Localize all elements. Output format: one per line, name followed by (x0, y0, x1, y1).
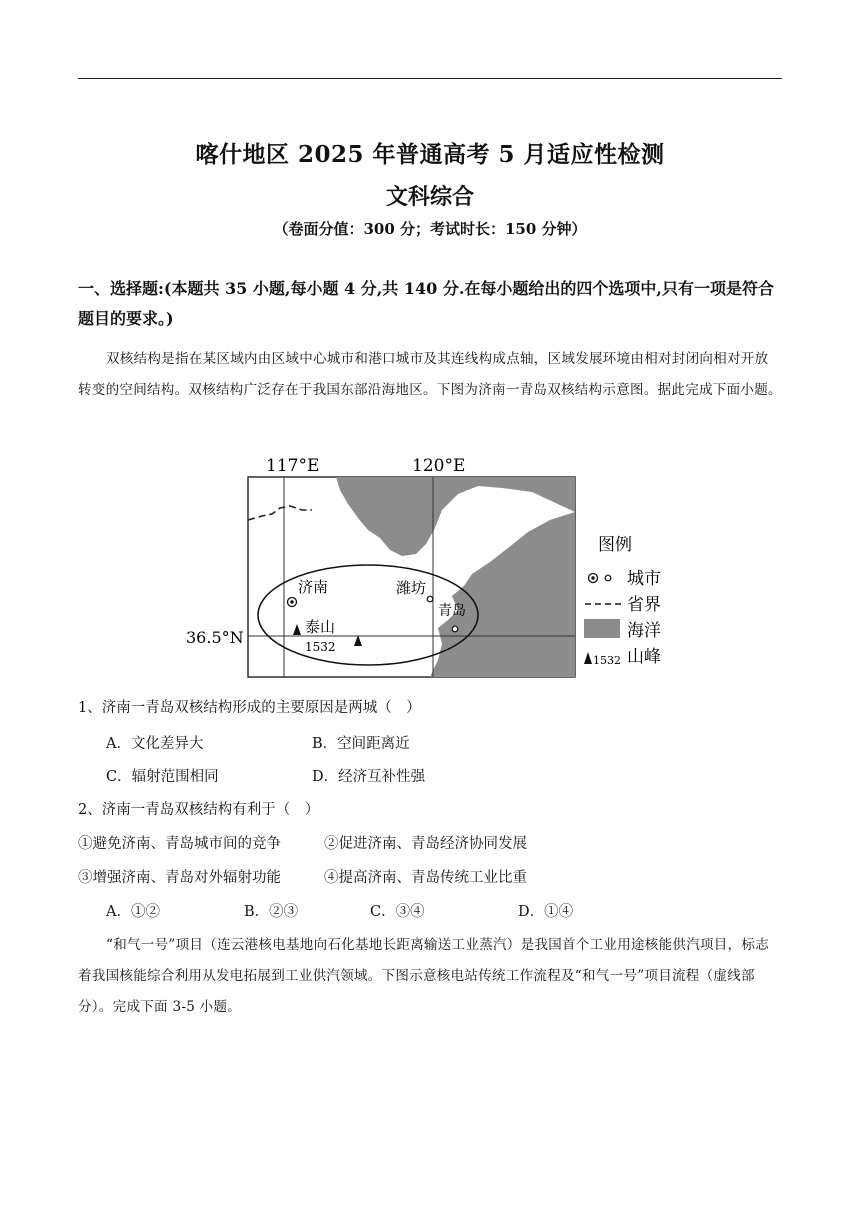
weifang-marker (427, 596, 433, 602)
q2-statement-4: ④提高济南、青岛传统工业比重 (324, 870, 527, 886)
qingdao-marker (452, 626, 458, 632)
lat-36-5-label: 36.5°N (186, 628, 244, 647)
section-heading: 一、选择题:(本题共 35 小题,每小题 4 分,共 140 分.在每小题给出的四个选项中,只有一项是符合题目的要求。) (78, 279, 774, 328)
legend-ocean-label: 海洋 (627, 621, 661, 641)
q2-statement-1: ①避免济南、青岛城市间的竞争 (78, 836, 281, 852)
q2-statement-3: ③增强济南、青岛对外辐射功能 (78, 870, 281, 886)
jinan-qingdao-map (180, 450, 680, 690)
legend-peak-icon (584, 652, 592, 664)
legend-peak-value: 1532 (593, 654, 621, 667)
legend-city-minor-icon (605, 575, 611, 581)
taishan-label: 泰山 (305, 618, 336, 636)
q1-option-a: A．文化差异大 (106, 736, 204, 752)
q2-option-c: C．③④ (370, 904, 425, 920)
lon-120-label: 120°E (412, 456, 466, 476)
q1-option-b: B．空间距离近 (312, 736, 410, 752)
q1-option-d: D．经济互补性强 (312, 769, 426, 785)
legend-peak-label: 山峰 (627, 647, 661, 667)
exam-meta: （卷面分值：300 分；考试时长：150 分钟） (273, 220, 587, 238)
exam-subject: 文科综合 (385, 184, 474, 210)
exam-title: 喀什地区 2025 年普通高考 5 月适应性检测 (195, 141, 665, 168)
q2-option-d: D．①④ (518, 904, 574, 920)
legend-title: 图例 (598, 535, 632, 555)
legend-city-major-dot (591, 576, 594, 579)
qingdao-label: 青岛 (438, 603, 466, 619)
legend-city-label: 城市 (627, 569, 661, 589)
taishan-elevation: 1532 (305, 640, 336, 654)
legend-boundary-label: 省界 (627, 595, 661, 615)
q1-option-c: C．辐射范围相同 (106, 769, 219, 785)
legend-ocean-icon (584, 619, 620, 638)
jinan-label: 济南 (298, 578, 329, 596)
jinan-marker-dot (290, 600, 293, 603)
question-1-stem: 1、济南一青岛双核结构形成的主要原因是两城（ ） (78, 700, 421, 716)
q2-option-b: B．②③ (244, 904, 299, 920)
q2-statement-2: ②促进济南、青岛经济协同发展 (324, 836, 527, 852)
q2-option-a: A．①② (106, 904, 160, 920)
passage-1: 双核结构是指在某区域内由区域中心城市和港口城市及其连线构成点轴，区域发展环境由相对封闭向相对开放转变的空间结构。双核结构广泛存在于我国东部沿海地区。下图为济南一青岛双核结构示意图。据此完成下面小题。 (78, 351, 782, 398)
passage-2: “和气一号”项目（连云港核电基地向石化基地长距离输送工业蒸汽）是我国首个工业用途核能供汽项目，标志着我国核能综合利用从发电拓展到工业供汽领域。下图示意核电站传统工作流程及“和气一号”项目流程（虚线部分）。完成下面 3-5 小题。 (78, 937, 770, 1015)
question-2-stem: 2、济南一青岛双核结构有利于（ ） (78, 802, 320, 818)
lon-117-label: 117°E (266, 456, 320, 476)
weifang-label: 潍坊 (396, 579, 427, 597)
header-rule (78, 78, 782, 79)
